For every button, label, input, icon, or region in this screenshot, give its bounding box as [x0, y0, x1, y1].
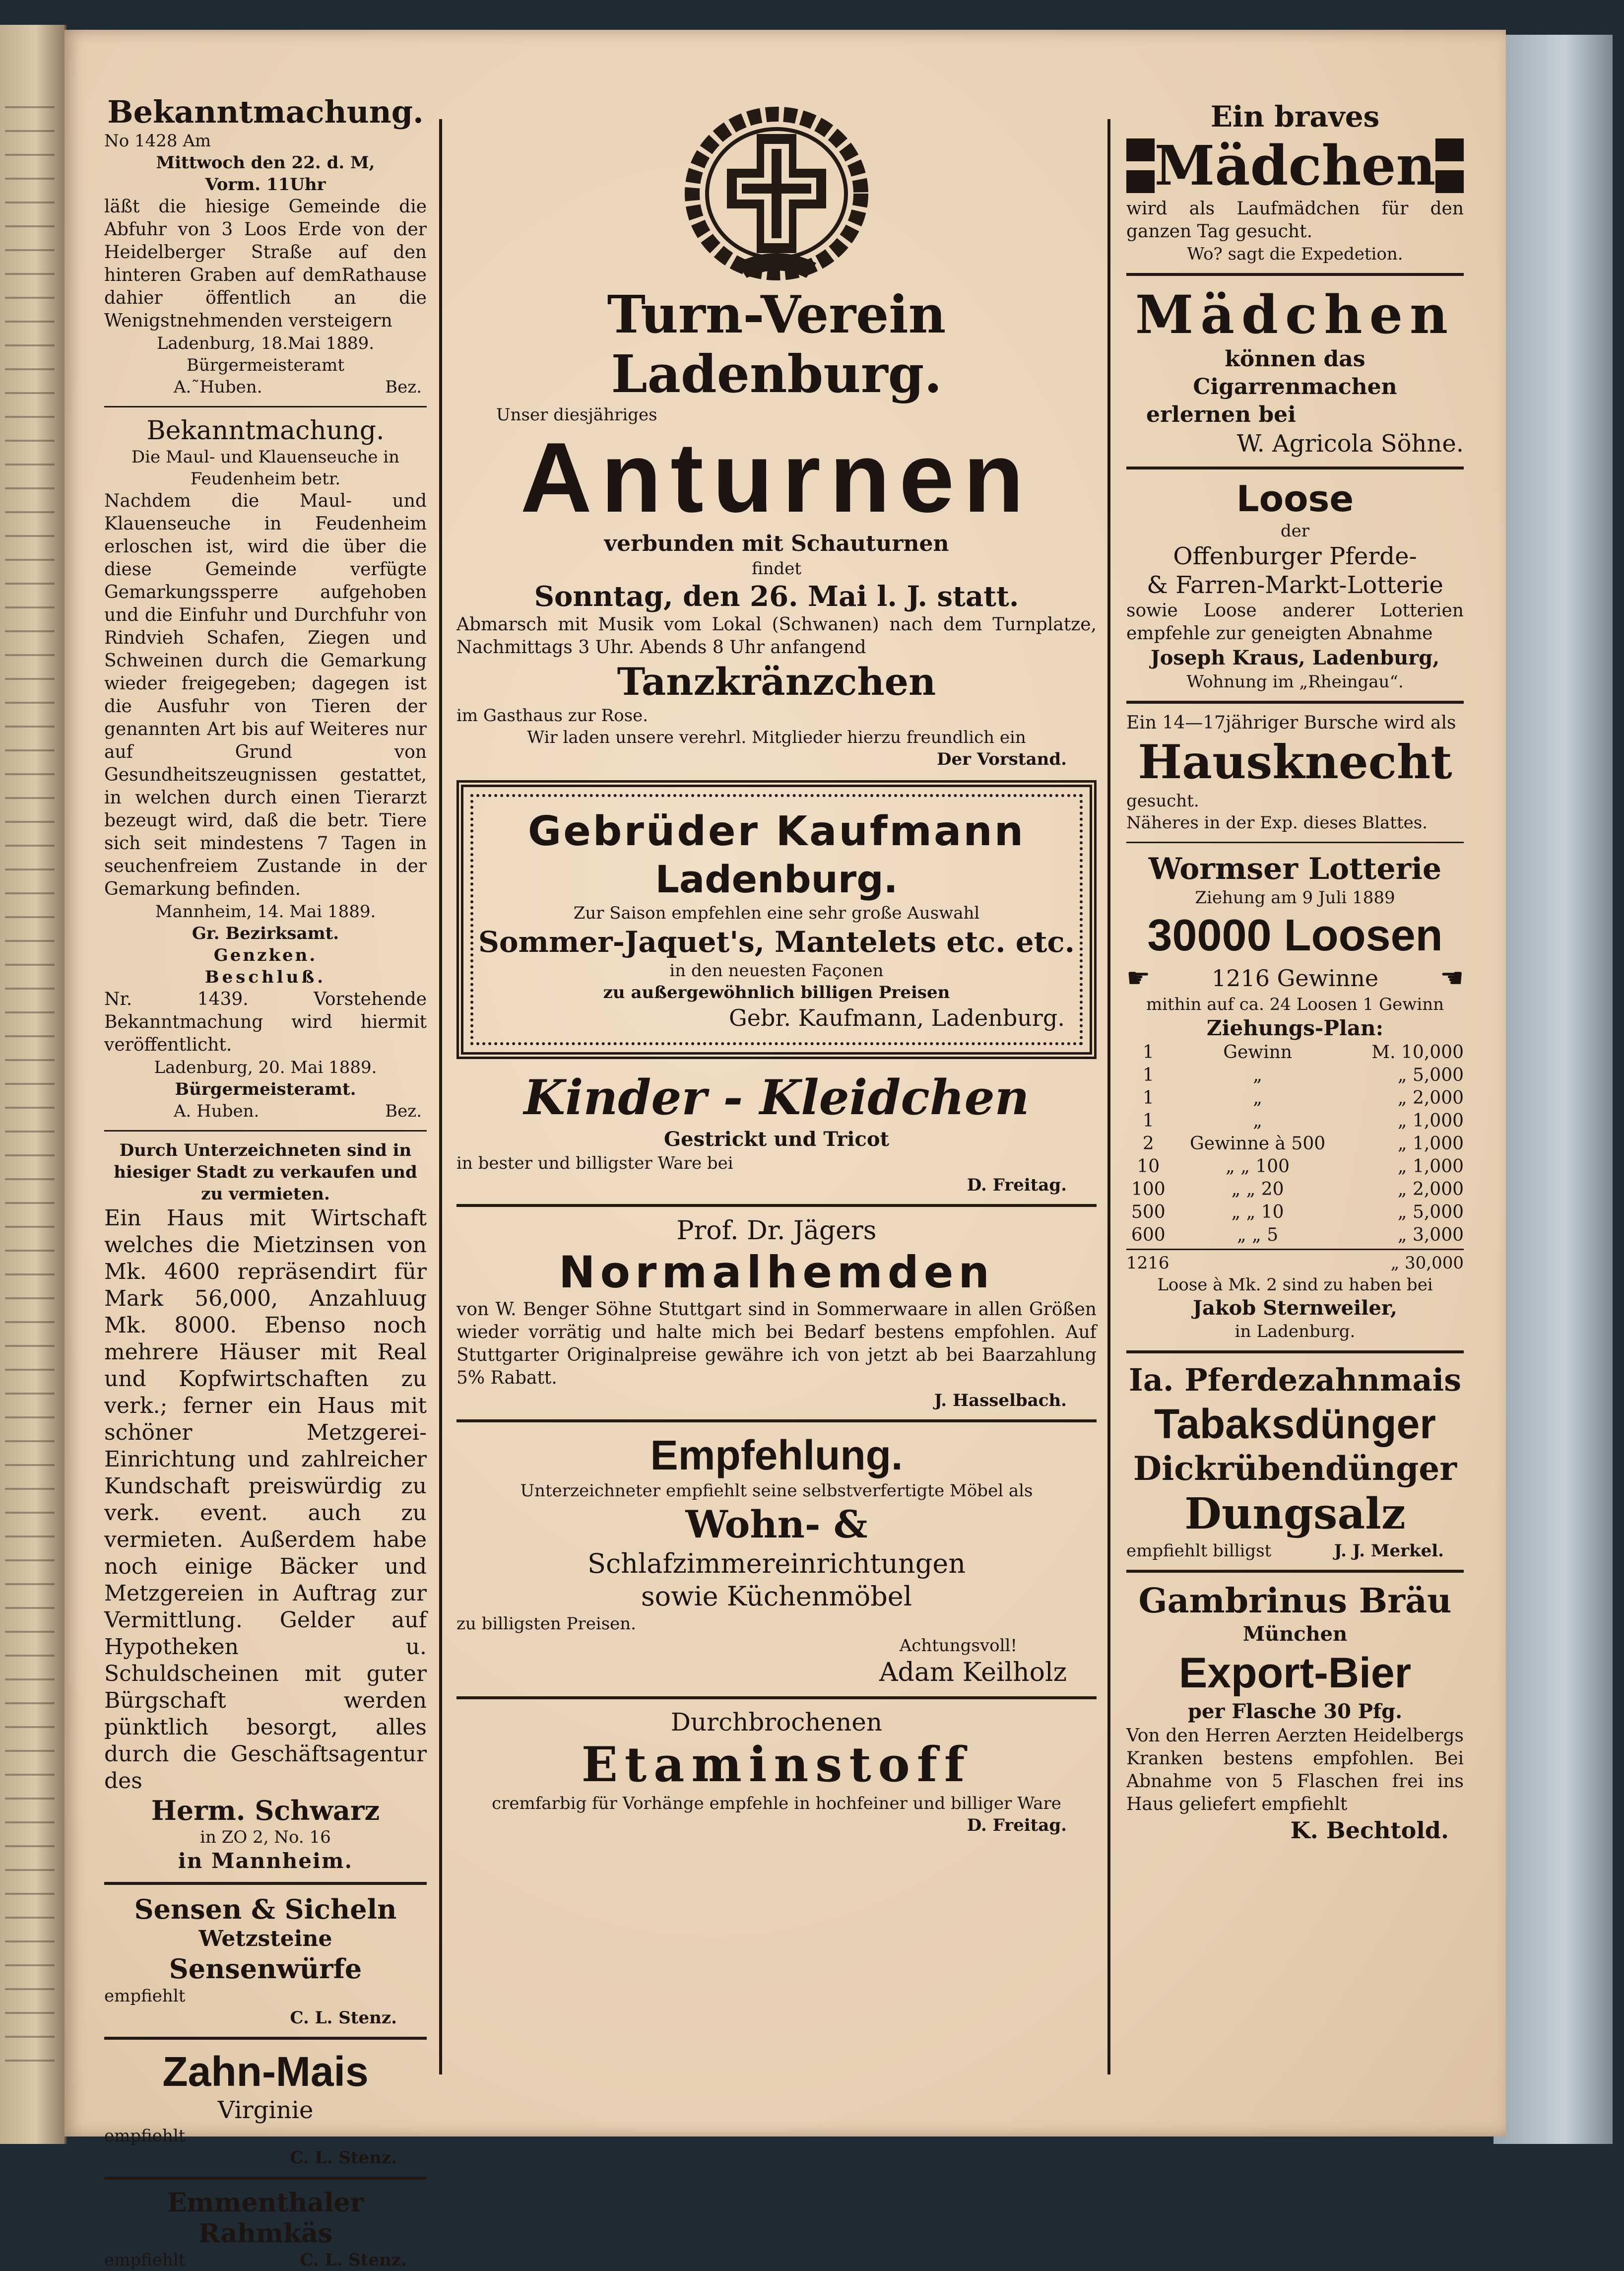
- ad-maedchen-2: [1126, 284, 1464, 459]
- bek2-body: Nachdem die Maul- und Klauenseuche in Feudenheim erloschen ist, wird die über die diese Gemeinde verfügte Gemarkungssperre aufgehoben und die Einfuhr und Durchfuhr von Rindvieh Schafen, Ziegen und Schweinen durch die Gemarkung wieder freigegeben; dagegen ist die Ausfuhr von Tieren der genannten Art bis auf Weiteres nur auf Grund von Gesundheitszeugnissen gestattet, in welchen durch einen Tierarzt bezeugt wird, daß die betr. Tiere sich seit mindestens 7 Tagen in seuchenfreiem Zustande in der Gemarkung befinden.: [104, 491, 427, 899]
- loose-sig: Joseph Kraus, Ladenburg,: [1150, 646, 1440, 669]
- ad-kaufmann: [456, 780, 1097, 1059]
- kaufmann-l2: Sommer-Jaquet's, Mantelets etc. etc.: [478, 925, 1075, 959]
- jaeger-body: von W. Benger Söhne Stuttgart sind in Sommerwaare in allen Größen wieder vorrätig und halte mich bei Bedarf bestens empfohlen. Auf Stuttgarter Originalpreise gewähre ich von jetzt ab bei Baarzahlung 5% Rabatt.: [456, 1299, 1097, 1388]
- turn-sig: Der Vorstand.: [937, 749, 1067, 769]
- turn-tanz: Tanzkränzchen: [617, 660, 936, 704]
- maedchen1-body: wird als Laufmädchen für den ganzen Tag gesucht.: [1126, 199, 1464, 242]
- previous-page-edge: [0, 25, 66, 2144]
- bek2-name: Genzken.: [213, 945, 318, 965]
- divider: [104, 1130, 427, 1132]
- wormser-foot1: Loose à Mk. 2 sind zu haben bei: [1157, 1275, 1433, 1295]
- kinder-l2: in bester und billigster Ware bei: [456, 1153, 733, 1173]
- empf-sig: Adam Keilholz: [879, 1658, 1067, 1687]
- empf-l3: Schlafzimmereinrichtungen: [587, 1548, 966, 1579]
- ziehung-cell-val: „ 3,000: [1397, 1225, 1464, 1245]
- bek1-title: Bekanntmachung.: [107, 94, 424, 130]
- loose-l3: & Farren-Markt-Lotterie: [1147, 571, 1443, 599]
- maedchen2-title: Mädchen: [1135, 283, 1455, 345]
- haus-name: Herm. Schwarz: [151, 1795, 380, 1826]
- bek2-office: Gr. Bezirksamt.: [192, 924, 339, 943]
- zahn-empf: empfiehlt: [104, 2126, 186, 2146]
- ad-maedchen-1: [1126, 99, 1464, 265]
- table-row: [1126, 1087, 1464, 1110]
- etamin-title: Etaminstoff: [581, 1737, 972, 1793]
- bek1-bez: Bez.: [385, 377, 422, 397]
- divider: [104, 406, 427, 407]
- divider: [1126, 842, 1464, 843]
- maedchen1-where: Wo? sagt die Expedetion.: [1187, 244, 1403, 264]
- sensen-sig: C. L. Stenz.: [290, 2008, 397, 2028]
- bek2-title: Bekanntmachung.: [146, 416, 385, 446]
- ziehung-cell-n: 500: [1131, 1202, 1166, 1222]
- ziehung-cell-n: 2: [1142, 1134, 1154, 1154]
- ziehung-cell-label: Gewinne à 500: [1190, 1134, 1326, 1154]
- kinder-title: Kinder - Kleidchen: [523, 1069, 1030, 1126]
- loose-l1: der: [1280, 521, 1310, 541]
- ziehung-cell-label: „: [1253, 1111, 1262, 1131]
- ziehung-cell-label: „ „ 100: [1226, 1156, 1290, 1177]
- bek1-office: Bürgermeisteramt: [186, 355, 345, 375]
- pointing-hand-icon: ☛: [1126, 962, 1151, 994]
- wormser-gewinne: 1216 Gewinne: [1211, 964, 1379, 992]
- empf-l2: Wohn- &: [685, 1502, 868, 1546]
- table-row: [1126, 1178, 1464, 1201]
- ziehung-cell-val: „ 1,000: [1397, 1111, 1464, 1131]
- ziehung-cell-label: „: [1253, 1065, 1262, 1085]
- ziehung-cell-n: 1: [1142, 1065, 1154, 1085]
- bek1-time: Vorm. 11Uhr: [205, 175, 326, 195]
- turn-title: Turn-Verein Ladenburg.: [607, 284, 946, 404]
- decor-bar-right: [1435, 138, 1464, 193]
- gambrinus-price: per Flasche 30 Pfg.: [1187, 1700, 1403, 1723]
- ziehung-cell-val: M. 10,000: [1371, 1042, 1464, 1063]
- sensen-l1: Sensen & Sicheln: [134, 1893, 397, 1925]
- ad-loose-offenburg: [1126, 477, 1464, 693]
- kinder-l1: Gestrickt und Tricot: [663, 1128, 890, 1151]
- emm-title: Emmenthaler Rahmkäs: [167, 2188, 364, 2249]
- ziehung-cell-n: 1: [1142, 1088, 1154, 1108]
- haus-addr1: in ZO 2, No. 16: [200, 1827, 331, 1847]
- zahn-title: Zahn-Mais: [162, 2048, 369, 2095]
- divider: [104, 2177, 427, 2180]
- ad-sensen: [104, 1893, 427, 2029]
- divider: [1126, 273, 1464, 276]
- turn-invite: Wir laden unsere verehrl. Mitglieder hierzu freundlich ein: [527, 728, 1026, 747]
- divider: [456, 1419, 1097, 1422]
- turn-place: im Gasthaus zur Rose.: [456, 706, 649, 726]
- hausknecht-intro: Ein 14—17jähriger Bursche wird als: [1126, 713, 1456, 733]
- etamin-body: cremfarbig für Vorhänge empfehle in hochfeiner und billiger Ware: [492, 1794, 1061, 1813]
- ziehung-cell-label: Gewinn: [1223, 1042, 1292, 1063]
- pferd-sig: J. J. Merkel.: [1334, 1541, 1444, 1561]
- table-row: [1126, 1224, 1464, 1247]
- newspaper-page: [65, 30, 1506, 2270]
- pferd-l3: Dickrübendünger: [1133, 1449, 1457, 1488]
- ad-jaeger: [456, 1215, 1097, 1411]
- emm-empf: empfiehlt: [104, 2250, 186, 2270]
- divider: [104, 1882, 427, 1885]
- ad-turnverein: [456, 104, 1097, 770]
- ad-gambrinus: [1126, 1581, 1464, 1845]
- pferd-empf: empfiehlt billigst: [1126, 1541, 1272, 1561]
- ziehung-cell-val: „ 5,000: [1397, 1065, 1464, 1085]
- bek1-no: No 1428 Am: [104, 131, 211, 151]
- empf-l5: zu billigsten Preisen.: [456, 1614, 636, 1634]
- wormser-title: Wormser Lotterie: [1148, 852, 1442, 886]
- decor-bar-left: [1126, 138, 1155, 193]
- divider: [1126, 467, 1464, 469]
- bek2-place2: Ladenburg, 20. Mai 1889.: [154, 1058, 377, 1077]
- maedchen2-l2: erlernen bei: [1146, 402, 1296, 427]
- wormser-total-val: „ 30,000: [1390, 1253, 1464, 1273]
- ziehung-cell-n: 100: [1131, 1179, 1166, 1200]
- haus-body: Ein Haus mit Wirtschaft welches die Mietzinsen von Mk. 4600 repräsendirt für Mark 56,000, Anzahluug Mk. 8000. Ebenso noch mehrere Häuser mit Real und Kopfwirtschaften zu verk.; ferner ein Haus mit schöner Metzgerei-Einrichtung und zahlreicher Kundschaft preiswürdig zu verk. event. auch zu vermieten. Außerdem habe noch einige Bäcker und Metzgereien in Auftrag zur Vermittlung. Gelder auf Hypotheken u. Schuldscheinen mit guter Bürgschaft werden pünktlich besorgt, alles durch die Geschäftsagentur des: [104, 1205, 427, 1794]
- zahn-sub: Virginie: [217, 2096, 314, 2124]
- ziehungs-plan-table: [1126, 1041, 1464, 1247]
- maedchen1-title: Mädchen: [1154, 134, 1436, 198]
- kaufmann-title: Gebrüder Kaufmann: [527, 808, 1026, 855]
- gambrinus-city: München: [1242, 1622, 1348, 1646]
- bek1-name: A.˜Huben.: [174, 377, 262, 397]
- gambrinus-title: Gambrinus Bräu: [1138, 1581, 1452, 1621]
- jaeger-l1: Prof. Dr. Jägers: [676, 1216, 877, 1246]
- divider: [1126, 1570, 1464, 1573]
- book-cover-board: [1494, 35, 1613, 2144]
- kaufmann-sig: Gebr. Kaufmann, Ladenburg.: [729, 1004, 1065, 1031]
- bek1-body: läßt die hiesige Gemeinde die Abfuhr von 3 Loos Erde von der Heidelberger Straße auf den hinteren Graben auf demRathause dahier öffentlich an die Wenigstnehmenden versteigern: [104, 197, 427, 331]
- gambrinus-big: Export-Bier: [1178, 1649, 1412, 1697]
- bek2-nr: Nr. 1439. Vorstehende Bekanntmachung wird hiermit veröffentlicht.: [104, 989, 427, 1055]
- bek2-beschluss: Beschluß.: [204, 967, 326, 987]
- ziehung-cell-val: „ 2,000: [1397, 1179, 1464, 1200]
- bek2-office2: Bürgermeisteramt.: [175, 1079, 356, 1099]
- right-column: [1126, 99, 1464, 1845]
- wormser-foot2: Jakob Sternweiler,: [1193, 1296, 1397, 1320]
- sensen-l3: Sensenwürfe: [169, 1953, 362, 1985]
- column-rule-right: [1107, 119, 1110, 2074]
- ad-pferdezahnmais: [1126, 1361, 1464, 1562]
- ad-haus: [104, 1139, 427, 1874]
- ziehung-cell-label: „ „ 5: [1237, 1225, 1279, 1245]
- turn-headline: Anturnen: [520, 422, 1033, 533]
- maedchen2-l1: können das Cigarrenmachen: [1193, 346, 1397, 400]
- kinder-sig: D. Freitag.: [967, 1175, 1067, 1195]
- kaufmann-l4: zu außergewöhnlich billigen Preisen: [603, 983, 950, 1002]
- ad-emmenthaler: [104, 2188, 427, 2271]
- zahn-sig: C. L. Stenz.: [290, 2148, 397, 2168]
- haus-intro: Durch Unterzeichneten sind in hiesiger Stadt zu verkaufen und zu vermieten.: [114, 1140, 417, 1204]
- ad-kinder-kleidchen: [456, 1069, 1097, 1196]
- table-row: [1126, 1201, 1464, 1224]
- gambrinus-sig: K. Bechtold.: [1290, 1817, 1449, 1844]
- wormser-big: 30000 Loosen: [1147, 911, 1443, 960]
- ad-wormser-lotterie: [1126, 851, 1464, 1342]
- hausknecht-title: Hausknecht: [1138, 735, 1452, 790]
- loose-body: sowie Loose anderer Lotterien empfehle zur geneigten Abnahme: [1126, 601, 1464, 644]
- pferd-l2: Tabaksdünger: [1154, 1401, 1436, 1447]
- table-total-rule: [1126, 1249, 1464, 1250]
- jaeger-title: Normalhemden: [558, 1247, 995, 1298]
- turn-body: Abmarsch mit Musik vom Lokal (Schwanen) nach dem Turnplatze, Nachmittags 3 Uhr. Abends 8 Uhr anfangend: [456, 614, 1097, 658]
- ziehung-cell-label: „: [1253, 1088, 1262, 1108]
- bek2-name2: A. Huben.: [174, 1101, 260, 1121]
- ziehung-cell-val: „ 5,000: [1397, 1202, 1464, 1222]
- pointing-hand-icon: ☛: [1439, 962, 1464, 994]
- divider: [456, 1204, 1097, 1207]
- table-row: [1126, 1041, 1464, 1064]
- turnverein-wreath-emblem: [682, 104, 871, 283]
- ziehung-cell-val: „ 2,000: [1397, 1088, 1464, 1108]
- bek2-bez: Bez.: [385, 1101, 422, 1121]
- kaufmann-l3: in den neuesten Façonen: [669, 961, 884, 981]
- ziehung-cell-n: 1: [1142, 1042, 1154, 1063]
- ziehung-cell-val: „ 1,000: [1397, 1156, 1464, 1177]
- column-rule-left: [439, 119, 442, 2074]
- sensen-l2: Wetzsteine: [198, 1926, 332, 1951]
- ziehung-cell-val: „ 1,000: [1397, 1134, 1464, 1154]
- bek2-subject: Die Maul- und Klauenseuche in Feudenheim betr.: [131, 447, 400, 489]
- empf-greet: Achtungsvoll!: [899, 1636, 1017, 1656]
- ziehung-cell-n: 10: [1137, 1156, 1160, 1177]
- left-column: [104, 94, 427, 2271]
- table-row: [1126, 1155, 1464, 1178]
- wormser-plan: Ziehungs-Plan:: [1206, 1016, 1384, 1040]
- empf-l1: Unterzeichneter empfiehlt seine selbstverfertigte Möbel als: [520, 1481, 1033, 1501]
- ziehung-cell-label: „ „ 20: [1231, 1179, 1284, 1200]
- ad-etaminstoff: [456, 1707, 1097, 1836]
- wormser-ratio: mithin auf ca. 24 Loosen 1 Gewinn: [1146, 995, 1444, 1014]
- table-row: [1126, 1064, 1464, 1087]
- divider: [104, 2037, 427, 2040]
- divider: [456, 1696, 1097, 1699]
- sensen-empf: empfiehlt: [104, 1986, 186, 2006]
- turn-intro: Unser diesjähriges: [496, 405, 657, 425]
- table-row: [1126, 1110, 1464, 1133]
- table-row: [1126, 1133, 1464, 1155]
- wormser-total-n: 1216: [1126, 1253, 1169, 1273]
- ad-bekanntmachung-2: [104, 415, 427, 1122]
- ziehung-cell-label: „ „ 10: [1231, 1202, 1284, 1222]
- kaufmann-city: Ladenburg.: [655, 857, 898, 901]
- jaeger-sig: J. Hasselbach.: [934, 1391, 1067, 1410]
- empf-title: Empfehlung.: [650, 1432, 903, 1478]
- loose-title: Loose: [1236, 478, 1354, 520]
- kaufmann-l1: Zur Saison empfehlen eine sehr große Auswahl: [573, 903, 980, 923]
- turn-l1: verbunden mit Schauturnen: [604, 531, 949, 556]
- maedchen2-sig: W. Agricola Söhne.: [1236, 430, 1464, 458]
- ziehung-cell-n: 600: [1131, 1225, 1166, 1245]
- bek1-place: Ladenburg, 18.Mai 1889.: [156, 334, 375, 353]
- etamin-sig: D. Freitag.: [967, 1815, 1067, 1835]
- ad-hausknecht: [1126, 712, 1464, 834]
- ziehung-cell-n: 1: [1142, 1111, 1154, 1131]
- hausknecht-l1: gesucht.: [1126, 791, 1199, 811]
- gambrinus-body: Von den Herren Aerzten Heidelbergs Kranken bestens empfohlen. Bei Abnahme von 5 Flaschen frei ins Haus geliefert empfiehlt: [1126, 1726, 1464, 1814]
- divider: [1126, 1350, 1464, 1353]
- divider: [1126, 701, 1464, 704]
- haus-addr2: in Mannheim.: [178, 1849, 353, 1873]
- etamin-l1: Durchbrochenen: [670, 1708, 883, 1737]
- pferd-l4: Dungsalz: [1184, 1489, 1406, 1539]
- wormser-date: Ziehung am 9 Juli 1889: [1195, 888, 1395, 908]
- maedchen1-l1: Ein braves: [1210, 100, 1380, 134]
- loose-addr: Wohnung im „Rheingau“.: [1186, 672, 1404, 692]
- ad-empfehlung: [456, 1430, 1097, 1688]
- hausknecht-l2: Näheres in der Exp. dieses Blattes.: [1126, 813, 1428, 833]
- empf-l4: sowie Küchenmöbel: [641, 1581, 912, 1612]
- ad-zahn-mais: [104, 2048, 427, 2169]
- wormser-foot3: in Ladenburg.: [1234, 1322, 1356, 1341]
- emm-sig: C. L. Stenz.: [300, 2250, 407, 2270]
- turn-date: Sonntag, den 26. Mai l. J. statt.: [534, 580, 1019, 613]
- loose-l2: Offenburger Pferde-: [1173, 542, 1417, 570]
- bek1-date: Mittwoch den 22. d. M,: [156, 153, 375, 173]
- turn-l2: findet: [751, 559, 802, 579]
- center-column: [456, 104, 1097, 1836]
- pferd-l1: Ia. Pferdezahnmais: [1128, 1362, 1462, 1398]
- bek2-place: Mannheim, 14. Mai 1889.: [155, 902, 376, 922]
- ad-bekanntmachung-1: [104, 94, 427, 398]
